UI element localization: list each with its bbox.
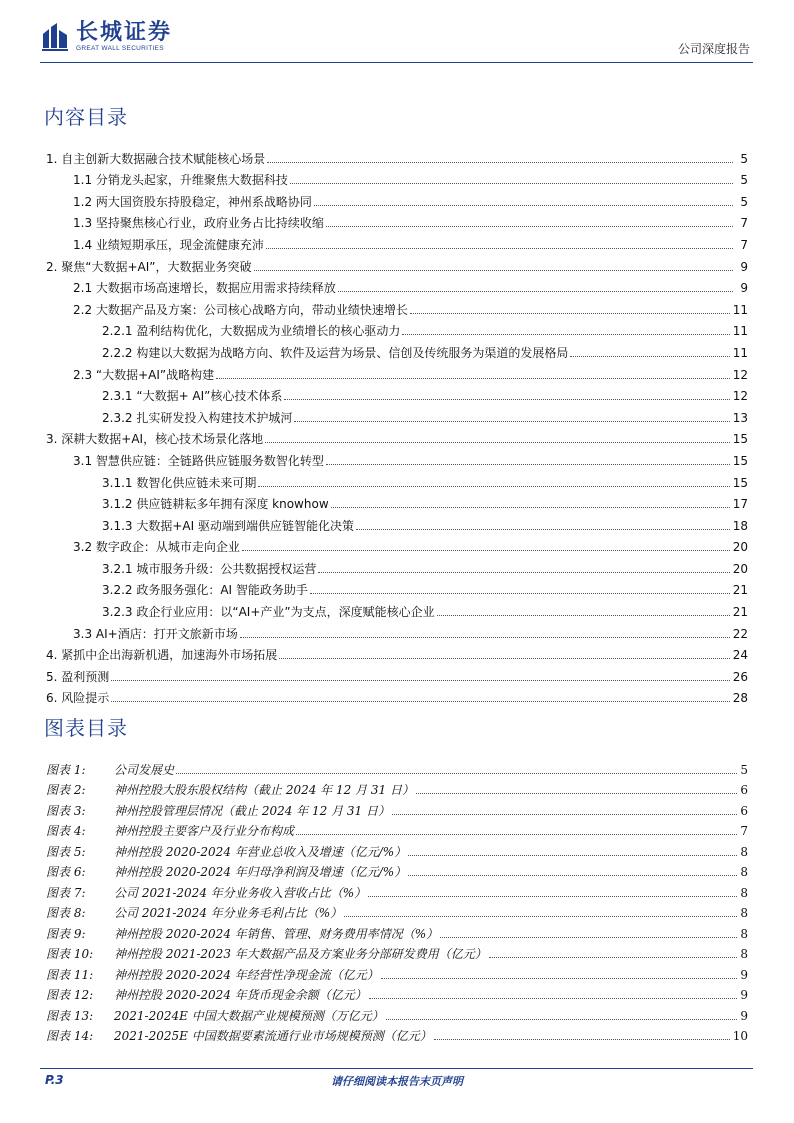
toc-entry-label: 3.2.2 政务服务强化：AI 智能政务助手 — [102, 583, 308, 598]
figures-title: 图表目录 — [44, 716, 128, 740]
dot-leader — [314, 205, 733, 206]
figure-entry[interactable] — [46, 983, 748, 1004]
toc-entry[interactable] — [46, 318, 748, 340]
dot-leader — [440, 937, 737, 938]
toc-entry-page: 12 — [732, 389, 748, 404]
figure-entry-label: 神州控股管理层情况（截止 2024 年 12 月 31 日） — [114, 803, 390, 818]
toc-title: 内容目录 — [44, 105, 128, 129]
figure-entry-page: 7 — [740, 824, 748, 838]
figure-entry[interactable] — [46, 757, 748, 778]
dot-leader — [279, 658, 729, 659]
toc-entry[interactable] — [46, 663, 748, 685]
toc-entry-label: 2.3.1 “大数据+ AI”核心技术体系 — [102, 389, 283, 404]
figure-entry-number: 图表 12: — [46, 988, 94, 1002]
toc-entry-label: 2. 聚焦“大数据+AI”，大数据业务突破 — [46, 259, 252, 274]
figure-entry-number: 图表 4: — [46, 824, 86, 838]
dot-leader — [326, 464, 730, 465]
figure-entry-label: 公司 2021-2024 年分业务收入营收占比（%） — [114, 885, 367, 900]
toc-entry-page: 26 — [732, 669, 748, 684]
toc-entry-label: 1. 自主创新大数据融合技术赋能核心场景 — [46, 151, 266, 166]
figure-entry[interactable] — [46, 901, 748, 922]
toc-entry-page: 21 — [732, 583, 748, 598]
toc-entry-page: 13 — [732, 410, 748, 425]
dot-leader — [240, 637, 730, 638]
toc-entry[interactable] — [46, 361, 748, 383]
table-of-contents — [46, 145, 748, 706]
toc-entry-page: 5 — [740, 173, 748, 188]
figure-entry[interactable] — [46, 798, 748, 819]
figure-entry-label: 公司发展史 — [114, 762, 175, 777]
figure-entry-page: 8 — [740, 844, 748, 859]
toc-entry-label: 6. 风险提示 — [46, 691, 110, 706]
figure-entry-page: 9 — [740, 1008, 748, 1023]
toc-entry-label: 2.3.2 扎实研发投入构建技术护城河 — [102, 410, 293, 425]
toc-entry-label: 2.2.1 盈利结构优化，大数据成为业绩增长的核心驱动力 — [102, 324, 401, 339]
dot-leader — [216, 378, 730, 379]
toc-entry-label: 3.3 AI+酒店：打开文旅新市场 — [73, 626, 238, 641]
header-divider — [40, 62, 753, 63]
dot-leader — [254, 270, 733, 271]
dot-leader — [416, 793, 737, 794]
toc-entry[interactable] — [46, 231, 748, 253]
dot-leader — [408, 855, 737, 856]
dot-leader — [338, 291, 733, 292]
figure-entry-number: 图表 1: — [46, 762, 86, 777]
toc-entry[interactable] — [46, 685, 748, 707]
dot-leader — [296, 834, 737, 835]
toc-entry-page: 22 — [732, 626, 748, 641]
toc-entry-label: 2.3 “大数据+AI”战略构建 — [73, 367, 215, 382]
toc-entry-label: 2.2.2 构建以大数据为战略方向、软件及运营为场景、信创及传统服务为渠道的发展格局 — [102, 345, 569, 360]
figure-list — [46, 757, 748, 1044]
dot-leader — [381, 978, 738, 979]
toc-entry-page: 20 — [732, 540, 748, 555]
great-wall-logo-icon — [40, 20, 70, 52]
toc-entry[interactable] — [46, 620, 748, 642]
dot-leader — [344, 916, 737, 917]
dot-leader — [111, 701, 729, 702]
toc-entry[interactable] — [46, 469, 748, 491]
dot-leader — [392, 814, 737, 815]
dot-leader — [368, 896, 737, 897]
toc-entry-page: 28 — [732, 691, 748, 706]
figure-entry-label: 神州控股 2020-2024 年营业总收入及增速（亿元/%） — [114, 844, 407, 859]
figure-entry[interactable] — [46, 962, 748, 983]
figure-entry-page: 10 — [732, 1029, 748, 1043]
dot-leader — [267, 162, 733, 163]
figure-entry[interactable] — [46, 778, 748, 799]
logo-english-name: GREAT WALL SECURITIES — [76, 45, 164, 52]
toc-entry-page: 5 — [740, 194, 748, 209]
toc-entry[interactable] — [46, 188, 748, 210]
toc-entry-page: 15 — [732, 453, 748, 468]
toc-entry[interactable] — [46, 404, 748, 426]
figure-entry-label: 神州控股 2020-2024 年销售、管理、财务费用率情况（%） — [114, 926, 439, 941]
company-logo — [40, 20, 172, 52]
toc-entry-label: 1.2 两大国资股东持股稳定，神州系战略协同 — [73, 194, 312, 209]
figure-entry-number: 图表 10: — [46, 947, 94, 961]
toc-entry-label: 3.1.1 数智化供应链未来可期 — [102, 475, 257, 490]
toc-entry-page: 15 — [732, 475, 748, 490]
toc-entry-page: 9 — [740, 281, 748, 296]
toc-entry-page: 18 — [732, 518, 748, 533]
toc-entry[interactable] — [46, 534, 748, 556]
toc-entry-label: 3.2.1 城市服务升级：公共数据授权运营 — [102, 561, 317, 576]
toc-entry-label: 5. 盈利预测 — [46, 669, 110, 684]
dot-leader — [111, 680, 729, 681]
toc-entry[interactable] — [46, 339, 748, 361]
figure-entry[interactable] — [46, 880, 748, 901]
toc-entry[interactable] — [46, 426, 748, 448]
figure-entry-number: 图表 6: — [46, 865, 86, 879]
toc-entry[interactable] — [46, 253, 748, 275]
figure-entry-number: 图表 11: — [46, 967, 94, 982]
dot-leader — [437, 615, 730, 616]
figure-entry-number: 图表 5: — [46, 844, 86, 859]
figure-entry-number: 图表 8: — [46, 906, 86, 920]
footer-divider — [40, 1068, 753, 1069]
dot-leader — [318, 572, 729, 573]
toc-entry-page: 24 — [732, 648, 748, 663]
toc-entry-page: 12 — [732, 367, 748, 382]
figure-entry-page: 8 — [740, 926, 748, 941]
toc-entry[interactable] — [46, 598, 748, 620]
toc-entry[interactable] — [46, 491, 748, 513]
toc-entry-label: 3.1 智慧供应链：全链路供应链服务数智化转型 — [73, 453, 324, 468]
figure-entry[interactable] — [46, 921, 748, 942]
toc-entry[interactable] — [46, 447, 748, 469]
figure-entry-page: 8 — [740, 906, 748, 920]
figure-entry-page: 8 — [740, 885, 748, 900]
toc-entry-page: 9 — [740, 259, 748, 274]
figure-entry-number: 图表 9: — [46, 926, 86, 941]
toc-entry-label: 3. 深耕大数据+AI，核心技术场景化落地 — [46, 432, 264, 447]
toc-entry[interactable] — [46, 512, 748, 534]
figure-entry-label: 神州控股主要客户及行业分布构成 — [114, 824, 295, 838]
figure-entry-page: 8 — [740, 947, 748, 961]
toc-entry-page: 17 — [732, 497, 748, 512]
dot-leader — [402, 334, 729, 335]
dot-leader — [265, 442, 730, 443]
dot-leader — [326, 226, 733, 227]
dot-leader — [294, 421, 729, 422]
toc-entry[interactable] — [46, 577, 748, 599]
figure-entry-number: 图表 3: — [46, 803, 86, 818]
toc-entry-label: 3.1.3 大数据+AI 驱动端到端供应链智能化决策 — [102, 518, 354, 533]
toc-entry-page: 15 — [732, 432, 748, 447]
disclaimer-note: 请仔细阅读本报告末页声明 — [331, 1075, 463, 1088]
toc-entry-page: 5 — [740, 151, 748, 166]
dot-leader — [356, 529, 730, 530]
toc-entry[interactable] — [46, 167, 748, 189]
dot-leader — [570, 356, 729, 357]
figure-entry-page: 8 — [740, 865, 748, 879]
figure-entry-label: 神州控股 2020-2024 年归母净利润及增速（亿元/%） — [114, 865, 407, 879]
logo-chinese-name: 长城证券 — [76, 19, 173, 45]
toc-entry-page: 11 — [732, 302, 748, 317]
dot-leader — [266, 248, 733, 249]
figure-entry-page: 5 — [740, 762, 748, 777]
document-type: 公司深度报告 — [677, 42, 750, 56]
figure-entry[interactable] — [46, 819, 748, 840]
toc-entry[interactable] — [46, 642, 748, 664]
toc-entry-label: 4. 紧抓中企出海新机遇，加速海外市场拓展 — [46, 648, 278, 663]
figure-entry-label: 神州控股 2020-2024 年经营性净现金流（亿元） — [114, 967, 379, 982]
toc-entry-label: 3.2.3 政企行业应用：以“AI+产业”为支点，深度赋能核心企业 — [102, 605, 435, 620]
figure-entry-label: 公司 2021-2024 年分业务毛利占比（%） — [114, 906, 343, 920]
toc-entry-label: 2.1 大数据市场高速增长，数据应用需求持续释放 — [73, 281, 336, 296]
figure-entry-label: 神州控股大股东股权结构（截止 2024 年 12 月 31 日） — [114, 783, 414, 797]
dot-leader — [410, 313, 730, 314]
toc-entry[interactable] — [46, 555, 748, 577]
dot-leader — [284, 399, 729, 400]
dot-leader — [386, 1019, 738, 1020]
dot-leader — [176, 773, 737, 774]
figure-entry-page: 6 — [740, 803, 748, 818]
toc-entry-label: 1.4 业绩短期承压，现金流健康充沛 — [73, 237, 264, 252]
toc-entry-label: 1.3 坚持聚焦核心行业，政府业务占比持续收缩 — [73, 216, 324, 231]
figure-entry[interactable] — [46, 860, 748, 881]
figure-entry[interactable] — [46, 1003, 748, 1024]
figure-entry[interactable] — [46, 942, 748, 963]
figure-entry[interactable] — [46, 1024, 748, 1045]
dot-leader — [369, 998, 738, 999]
toc-entry-label: 2.2 大数据产品及方案：公司核心战略方向，带动业绩快速增长 — [73, 302, 408, 317]
figure-entry[interactable] — [46, 839, 748, 860]
toc-entry[interactable] — [46, 145, 748, 167]
toc-entry-page: 7 — [740, 216, 748, 231]
page-header — [0, 0, 794, 68]
page-number: P.3 — [45, 1073, 64, 1087]
figure-entry-page: 9 — [740, 967, 748, 982]
dot-leader — [290, 183, 733, 184]
toc-entry-label: 3.1.2 供应链耕耘多年拥有深度 knowhow — [102, 497, 329, 512]
toc-entry-page: 21 — [732, 605, 748, 620]
dot-leader — [258, 486, 729, 487]
toc-entry-page: 20 — [732, 561, 748, 576]
figure-entry-label: 2021-2024E 中国大数据产业规模预测（万亿元） — [114, 1008, 384, 1023]
toc-entry[interactable] — [46, 210, 748, 232]
dot-leader — [331, 507, 730, 508]
dot-leader — [489, 957, 738, 958]
figure-entry-label: 2021-2025E 中国数据要素流通行业市场规模预测（亿元） — [114, 1029, 432, 1043]
toc-entry[interactable] — [46, 296, 748, 318]
figure-entry-page: 9 — [740, 988, 748, 1002]
figure-entry-number: 图表 2: — [46, 783, 86, 797]
dot-leader — [242, 550, 730, 551]
figure-entry-number: 图表 14: — [46, 1029, 94, 1043]
toc-entry[interactable] — [46, 275, 748, 297]
figure-entry-page: 6 — [740, 783, 748, 797]
figure-entry-label: 神州控股 2020-2024 年货币现金余额（亿元） — [114, 988, 367, 1002]
dot-leader — [310, 593, 730, 594]
toc-entry[interactable] — [46, 383, 748, 405]
figure-entry-label: 神州控股 2021-2023 年大数据产品及方案业务分部研发费用（亿元） — [114, 947, 487, 961]
toc-entry-label: 1.1 分销龙头起家，升维聚焦大数据科技 — [73, 173, 288, 188]
toc-entry-label: 3.2 数字政企：从城市走向企业 — [73, 540, 240, 555]
toc-entry-page: 11 — [732, 324, 748, 339]
dot-leader — [408, 875, 737, 876]
dot-leader — [434, 1039, 730, 1040]
toc-entry-page: 11 — [732, 345, 748, 360]
figure-entry-number: 图表 13: — [46, 1008, 94, 1023]
figure-entry-number: 图表 7: — [46, 885, 86, 900]
toc-entry-page: 7 — [740, 237, 748, 252]
